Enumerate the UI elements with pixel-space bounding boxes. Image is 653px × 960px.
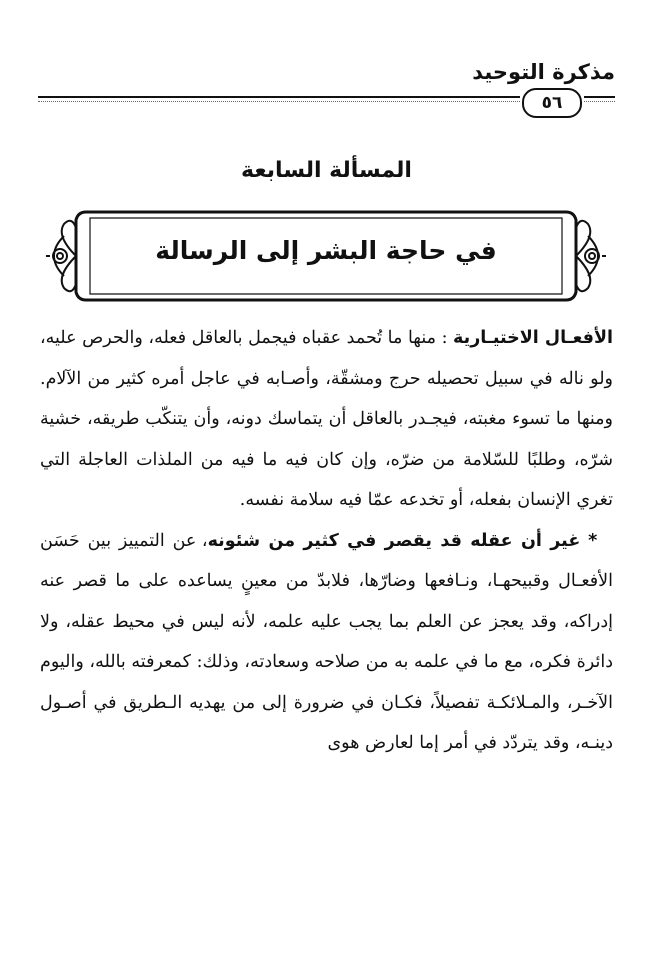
body-text <box>40 318 613 764</box>
chapter-title: في حاجة البشر إلى الرسالة <box>155 236 497 265</box>
paragraph-1-lead: الأفعـال الاختيـارية <box>453 328 613 348</box>
title-frame <box>46 206 606 306</box>
paragraph-2 <box>40 521 613 764</box>
section-heading: المسألة السابعة <box>241 158 412 183</box>
page-header <box>38 58 615 113</box>
paragraph-2-star: * <box>588 530 598 551</box>
paragraph-1 <box>40 318 613 521</box>
paragraph-2-lead: غير أن عقله قد يقصر في كثير من شئونه <box>207 530 581 551</box>
paragraph-1-text: : منها ما تُحمد عقباه فيجمل بالعاقل فعله، والحرص عليه، ولو ناله في سبيل تحصيله حرج ومشقّة، وأصـابه في عاجل أمره كثير من الآلام. ومنها ما تسوء مغبته، فيجـدر بالعاقل أن يتماسك دونه، وأن يتنكّب طريقه، خشية شرّه، وطلبًا للسّلامة من ضرّه، وإن كان فيه ما فيه من الملذات العاجلة التي تغري الإنسان بفعله، أو تخدعه عمّا فيه سلامة نفسه. <box>40 328 613 510</box>
header-rule-right <box>584 96 615 102</box>
header-rule-left <box>38 96 520 102</box>
paragraph-2-text: ، عن التمييز بين حَسَن الأفعـال وقبيحهـا، ونـافعها وضارّها، فلابدّ من معينٍ يساعده على ما قصر عنه إدراكه، وقد يعجز عن العلم بما يجب عليه علمه، لأنه ليس في محيط عقله، ولا دائرة فكره، مع ما في علمه به من صلاحه وسعادته، وذلك: كمعرفته بالله، واليوم الآخـر، والمـلائكـة تفصيلاً، فكـان في ضرورة إلى من يهديه الـطريق في أصـول دينـه، وقد يتردّد في أمر إما لعارض هوى <box>40 530 613 753</box>
page-number: ٥٦ <box>522 88 582 118</box>
book-title: مذكرة التوحيد <box>472 60 615 84</box>
